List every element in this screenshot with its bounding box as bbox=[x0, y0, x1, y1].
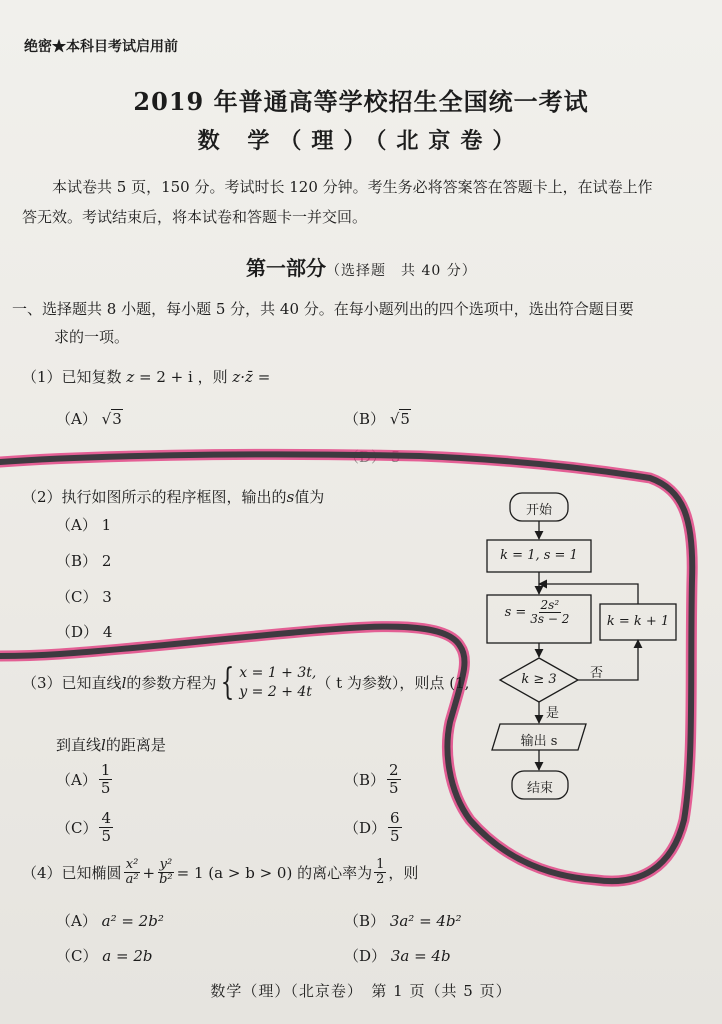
q3-stem-line2 bbox=[56, 734, 166, 755]
q3-param-note: （ t 为参数），则点 (1, bbox=[316, 674, 470, 693]
q3-line2-var-l: l bbox=[101, 736, 106, 754]
flow-assign-label bbox=[487, 599, 591, 626]
q4-option-a bbox=[56, 910, 164, 931]
q4-option-d bbox=[344, 945, 451, 966]
q3-option-b-label: （B） bbox=[344, 770, 386, 789]
q3-option-a-fraction bbox=[99, 762, 113, 796]
q1-stem-prefix: 已知复数 bbox=[61, 368, 122, 386]
q4-y-fraction bbox=[157, 858, 175, 888]
frac-den: b² bbox=[159, 872, 173, 888]
q2-option-value: 1 bbox=[101, 516, 112, 534]
part1-instruction-2: 求的一项。 bbox=[54, 328, 130, 346]
flow-init-label: k = 1, s = 1 bbox=[500, 548, 578, 563]
q4-option-c bbox=[56, 945, 152, 966]
q3-stem-prefix: 已知直线 bbox=[61, 674, 122, 693]
q4-option-d-expr: 3a = 4b bbox=[390, 947, 451, 965]
q3-equation-lines bbox=[239, 664, 316, 702]
part1-instruction-1: 一、选择题共 8 小题，每小题 5 分，共 40 分。在每小题列出的四个选项中，选出符合题目要 bbox=[12, 300, 634, 318]
q3-option-d bbox=[344, 810, 404, 844]
q3-number: （3） bbox=[22, 674, 62, 693]
q2-number: （2） bbox=[22, 488, 62, 506]
q1-option-b-label: （B） bbox=[344, 410, 386, 428]
q2-option-label: （C） bbox=[56, 588, 98, 606]
q4-option-b bbox=[344, 910, 462, 931]
confidential-label: 绝密★本科目考试启用前 bbox=[24, 39, 178, 55]
q4-x-fraction bbox=[124, 858, 141, 888]
intro-line-1: 本试卷共 5 页，150 分。考试时长 120 分钟。考生务必将答案答在答题卡上，在试卷上作 bbox=[52, 178, 653, 196]
frac-num: 6 bbox=[390, 809, 400, 827]
q1-stem-expr: z·z̄ = bbox=[232, 368, 271, 386]
frac-num: x² bbox=[125, 857, 139, 872]
frac-num: 4 bbox=[101, 809, 112, 827]
flow-assign-fraction bbox=[528, 599, 571, 626]
q4-stem-end: ，则 bbox=[388, 864, 419, 883]
q3-var-l: l bbox=[121, 673, 127, 692]
part1-title-text: 第一部分 bbox=[246, 256, 326, 280]
q2-option-label: （B） bbox=[56, 552, 98, 570]
flow-assign-lhs: s = bbox=[504, 605, 527, 621]
flow-condition-label: k ≥ 3 bbox=[521, 672, 557, 687]
flow-no-label: 否 bbox=[590, 666, 604, 681]
page-footer: 数学（理）（北京卷） 第 1 页（共 5 页） bbox=[210, 982, 512, 1000]
q1-option-a-radicand: 3 bbox=[112, 410, 122, 428]
q4-e-fraction bbox=[374, 858, 386, 888]
q3-line2-end: 的距离是 bbox=[105, 736, 166, 754]
flow-start-label: 开始 bbox=[525, 503, 552, 518]
flow-yes-label: 是 bbox=[546, 706, 560, 721]
exam-subject: 数 学（理）（北京卷） bbox=[197, 128, 525, 154]
q3-option-c bbox=[56, 810, 115, 844]
q2-option-value: 2 bbox=[101, 552, 112, 570]
sqrt-symbol: √5 bbox=[389, 410, 410, 428]
sqrt-symbol: √3 bbox=[101, 410, 122, 428]
flow-output-label: 输出 s bbox=[520, 734, 558, 749]
q4-stem-prefix: 已知椭圆 bbox=[61, 864, 122, 883]
q2-stem-end: 值为 bbox=[294, 488, 325, 506]
q1-option-d-label: （D） bbox=[344, 448, 387, 466]
q3-option-d-label: （D） bbox=[344, 818, 387, 837]
q4-number: （4） bbox=[22, 864, 62, 883]
q3-stem-mid: 的参数方程为 bbox=[126, 674, 217, 693]
q3-equation-system bbox=[216, 661, 317, 703]
q4-option-c-expr: a = 2b bbox=[102, 947, 153, 965]
q2-option-label: （A） bbox=[56, 516, 97, 534]
q1-option-d-value: 5 bbox=[390, 448, 401, 466]
q3-option-a bbox=[56, 762, 114, 796]
q3-option-d-fraction bbox=[388, 810, 402, 844]
exam-title: 2019 年普通高等学校招生全国统一考试 bbox=[133, 87, 589, 116]
q2-option-label: （D） bbox=[56, 623, 99, 641]
q3-option-b-fraction bbox=[387, 762, 401, 796]
q2-option-value: 4 bbox=[102, 623, 113, 641]
frac-den: 5 bbox=[390, 826, 400, 845]
intro-line-2: 答无效。考试结束后，将本试卷和答题卡一并交回。 bbox=[22, 208, 368, 226]
q4-option-a-expr: a² = 2b² bbox=[101, 912, 164, 930]
q4-option-c-label: （C） bbox=[56, 947, 98, 965]
flow-increment-label: k = k + 1 bbox=[606, 614, 670, 629]
q1-option-a-label: （A） bbox=[56, 410, 97, 428]
q1-number: （1） bbox=[22, 368, 62, 386]
q3-stem bbox=[22, 661, 470, 703]
q2-option-value: 3 bbox=[102, 588, 112, 606]
frac-den: 2 bbox=[376, 872, 385, 888]
frac-num: 1 bbox=[376, 857, 385, 872]
q3-option-c-fraction bbox=[99, 810, 113, 844]
flow-assign-den: 3s − 2 bbox=[530, 612, 570, 627]
q3-option-c-label: （C） bbox=[56, 818, 98, 837]
frac-den: 5 bbox=[101, 826, 112, 845]
q4-eq-one: = 1 (a > b > 0) 的离心率为 bbox=[176, 864, 373, 883]
q1-var-z: z bbox=[126, 368, 135, 386]
q4-option-a-label: （A） bbox=[56, 912, 97, 930]
frac-den: a² bbox=[125, 872, 139, 888]
q3-option-b bbox=[344, 762, 403, 796]
q3-eq1: x = 1 + 3t, bbox=[239, 665, 317, 681]
q3-eq2: y = 2 + 4t bbox=[239, 683, 312, 700]
flow-assign-num: 2s² bbox=[540, 598, 560, 612]
q3-line2-prefix: 到直线 bbox=[56, 736, 102, 754]
frac-num: 2 bbox=[389, 761, 399, 779]
q4-plus: + bbox=[142, 863, 156, 882]
q2-stem-var: s bbox=[286, 488, 295, 506]
flow-end-label: 结束 bbox=[526, 781, 553, 796]
q4-option-b-label: （B） bbox=[344, 912, 386, 930]
part1-note: （选择题 共 40 分） bbox=[326, 263, 477, 279]
q1-stem-eq: = 2 + i ，则 bbox=[139, 368, 228, 386]
frac-den: 5 bbox=[100, 778, 111, 797]
flow-arrow-no bbox=[578, 640, 638, 680]
q1-option-b-radicand: 5 bbox=[400, 410, 410, 428]
frac-num: y² bbox=[159, 857, 173, 872]
frac-den: 5 bbox=[389, 778, 399, 797]
q3-option-a-label: （A） bbox=[56, 770, 97, 789]
q4-stem bbox=[22, 858, 418, 888]
q2-stem-text: 执行如图所示的程序框图，输出的 bbox=[61, 488, 287, 506]
q4-option-d-label: （D） bbox=[344, 947, 387, 965]
q4-option-b-expr: 3a² = 4b² bbox=[389, 912, 462, 930]
left-brace-icon: { bbox=[220, 661, 235, 703]
frac-num: 1 bbox=[100, 761, 111, 779]
